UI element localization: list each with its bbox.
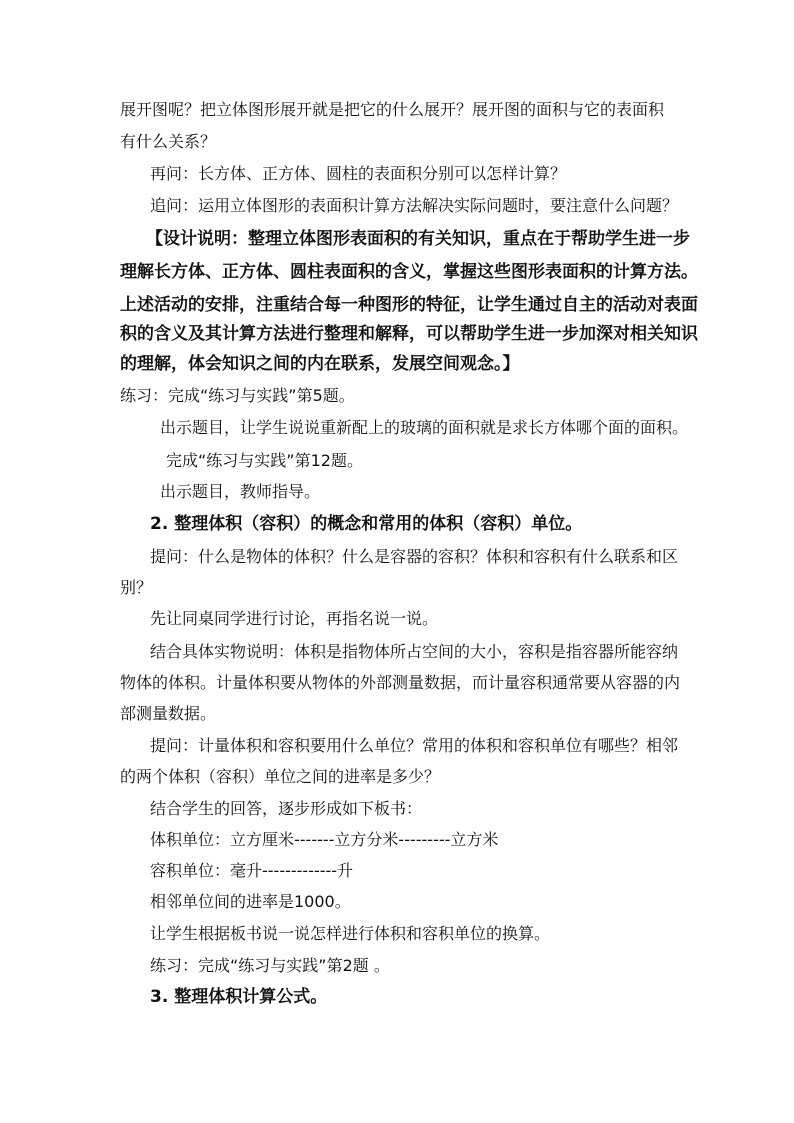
design-note-line: 【设计说明：整理立体图形表面积的有关知识，重点在于帮助学生进一步 bbox=[146, 229, 690, 249]
paragraph-line: 提问：计量体积和容积要用什么单位？常用的体积和容积单位有哪些？相邻 bbox=[150, 736, 679, 755]
paragraph-line: 展开图呢？把立体图形展开就是把它的什么展开？展开图的面积与它的表面积 bbox=[120, 100, 665, 119]
paragraph-line: 完成“练习与实践”第12题。 bbox=[166, 451, 363, 470]
exercise-line: 练习：完成“练习与实践”第5题。 bbox=[120, 386, 355, 405]
paragraph-line: 先让同桌同学进行讨论，再指名说一说。 bbox=[150, 609, 439, 628]
paragraph-line: 再问：长方体、正方体、圆柱的表面积分别可以怎样计算？ bbox=[150, 164, 567, 183]
board-capacity-units: 容积单位：毫升-------------升 bbox=[150, 861, 354, 880]
section-heading: 2. 整理体积（容积）的概念和常用的体积（容积）单位。 bbox=[150, 514, 583, 534]
exercise-line: 练习：完成“练习与实践”第2题 。 bbox=[150, 956, 390, 975]
paragraph-line: 提问：什么是物体的体积？什么是容器的容积？体积和容积有什么联系和区 bbox=[150, 547, 679, 566]
board-volume-units: 体积单位：立方厘米-------立方分米---------立方米 bbox=[150, 830, 499, 849]
design-note-line: 的理解，体会知识之间的内在联系，发展空间观念。】 bbox=[120, 354, 520, 374]
design-note-line: 上述活动的安排，注重结合每一种图形的特征，让学生通过自主的活动对表面 bbox=[120, 295, 698, 315]
paragraph-line: 出示题目，让学生说说重新配上的玻璃的面积就是求长方体哪个面的面积。 bbox=[160, 418, 689, 437]
design-note-line: 积的含义及其计算方法进行整理和解释，可以帮助学生进一步加深对相关知识 bbox=[120, 324, 698, 344]
design-note-line: 理解长方体、正方体、圆柱表面积的含义，掌握这些图形表面积的计算方法。 bbox=[120, 262, 698, 282]
paragraph-line: 物体的体积。计量体积要从物体的外部测量数据，而计量容积通常要从容器的内 bbox=[120, 673, 681, 692]
paragraph-line: 部测量数据。 bbox=[120, 704, 217, 723]
paragraph-line: 相邻单位间的进率是1000。 bbox=[150, 892, 351, 911]
paragraph-line: 的两个体积（容积）单位之间的进率是多少？ bbox=[120, 767, 441, 786]
paragraph-line: 出示题目，教师指导。 bbox=[160, 482, 321, 501]
section-heading: 3. 整理体积计算公式。 bbox=[150, 987, 328, 1007]
paragraph-line: 有什么关系？ bbox=[120, 132, 217, 151]
paragraph-line: 追问：运用立体图形的表面积计算方法解决实际问题时，要注意什么问题？ bbox=[150, 196, 679, 215]
paragraph-line: 让学生根据板书说一说怎样进行体积和容积单位的换算。 bbox=[150, 924, 551, 943]
paragraph-line: 结合学生的回答，逐步形成如下板书： bbox=[150, 799, 423, 818]
paragraph-line: 结合具体实物说明：体积是指物体所占空间的大小，容积是指容器所能容纳 bbox=[150, 642, 679, 661]
paragraph-line: 别？ bbox=[120, 578, 153, 597]
